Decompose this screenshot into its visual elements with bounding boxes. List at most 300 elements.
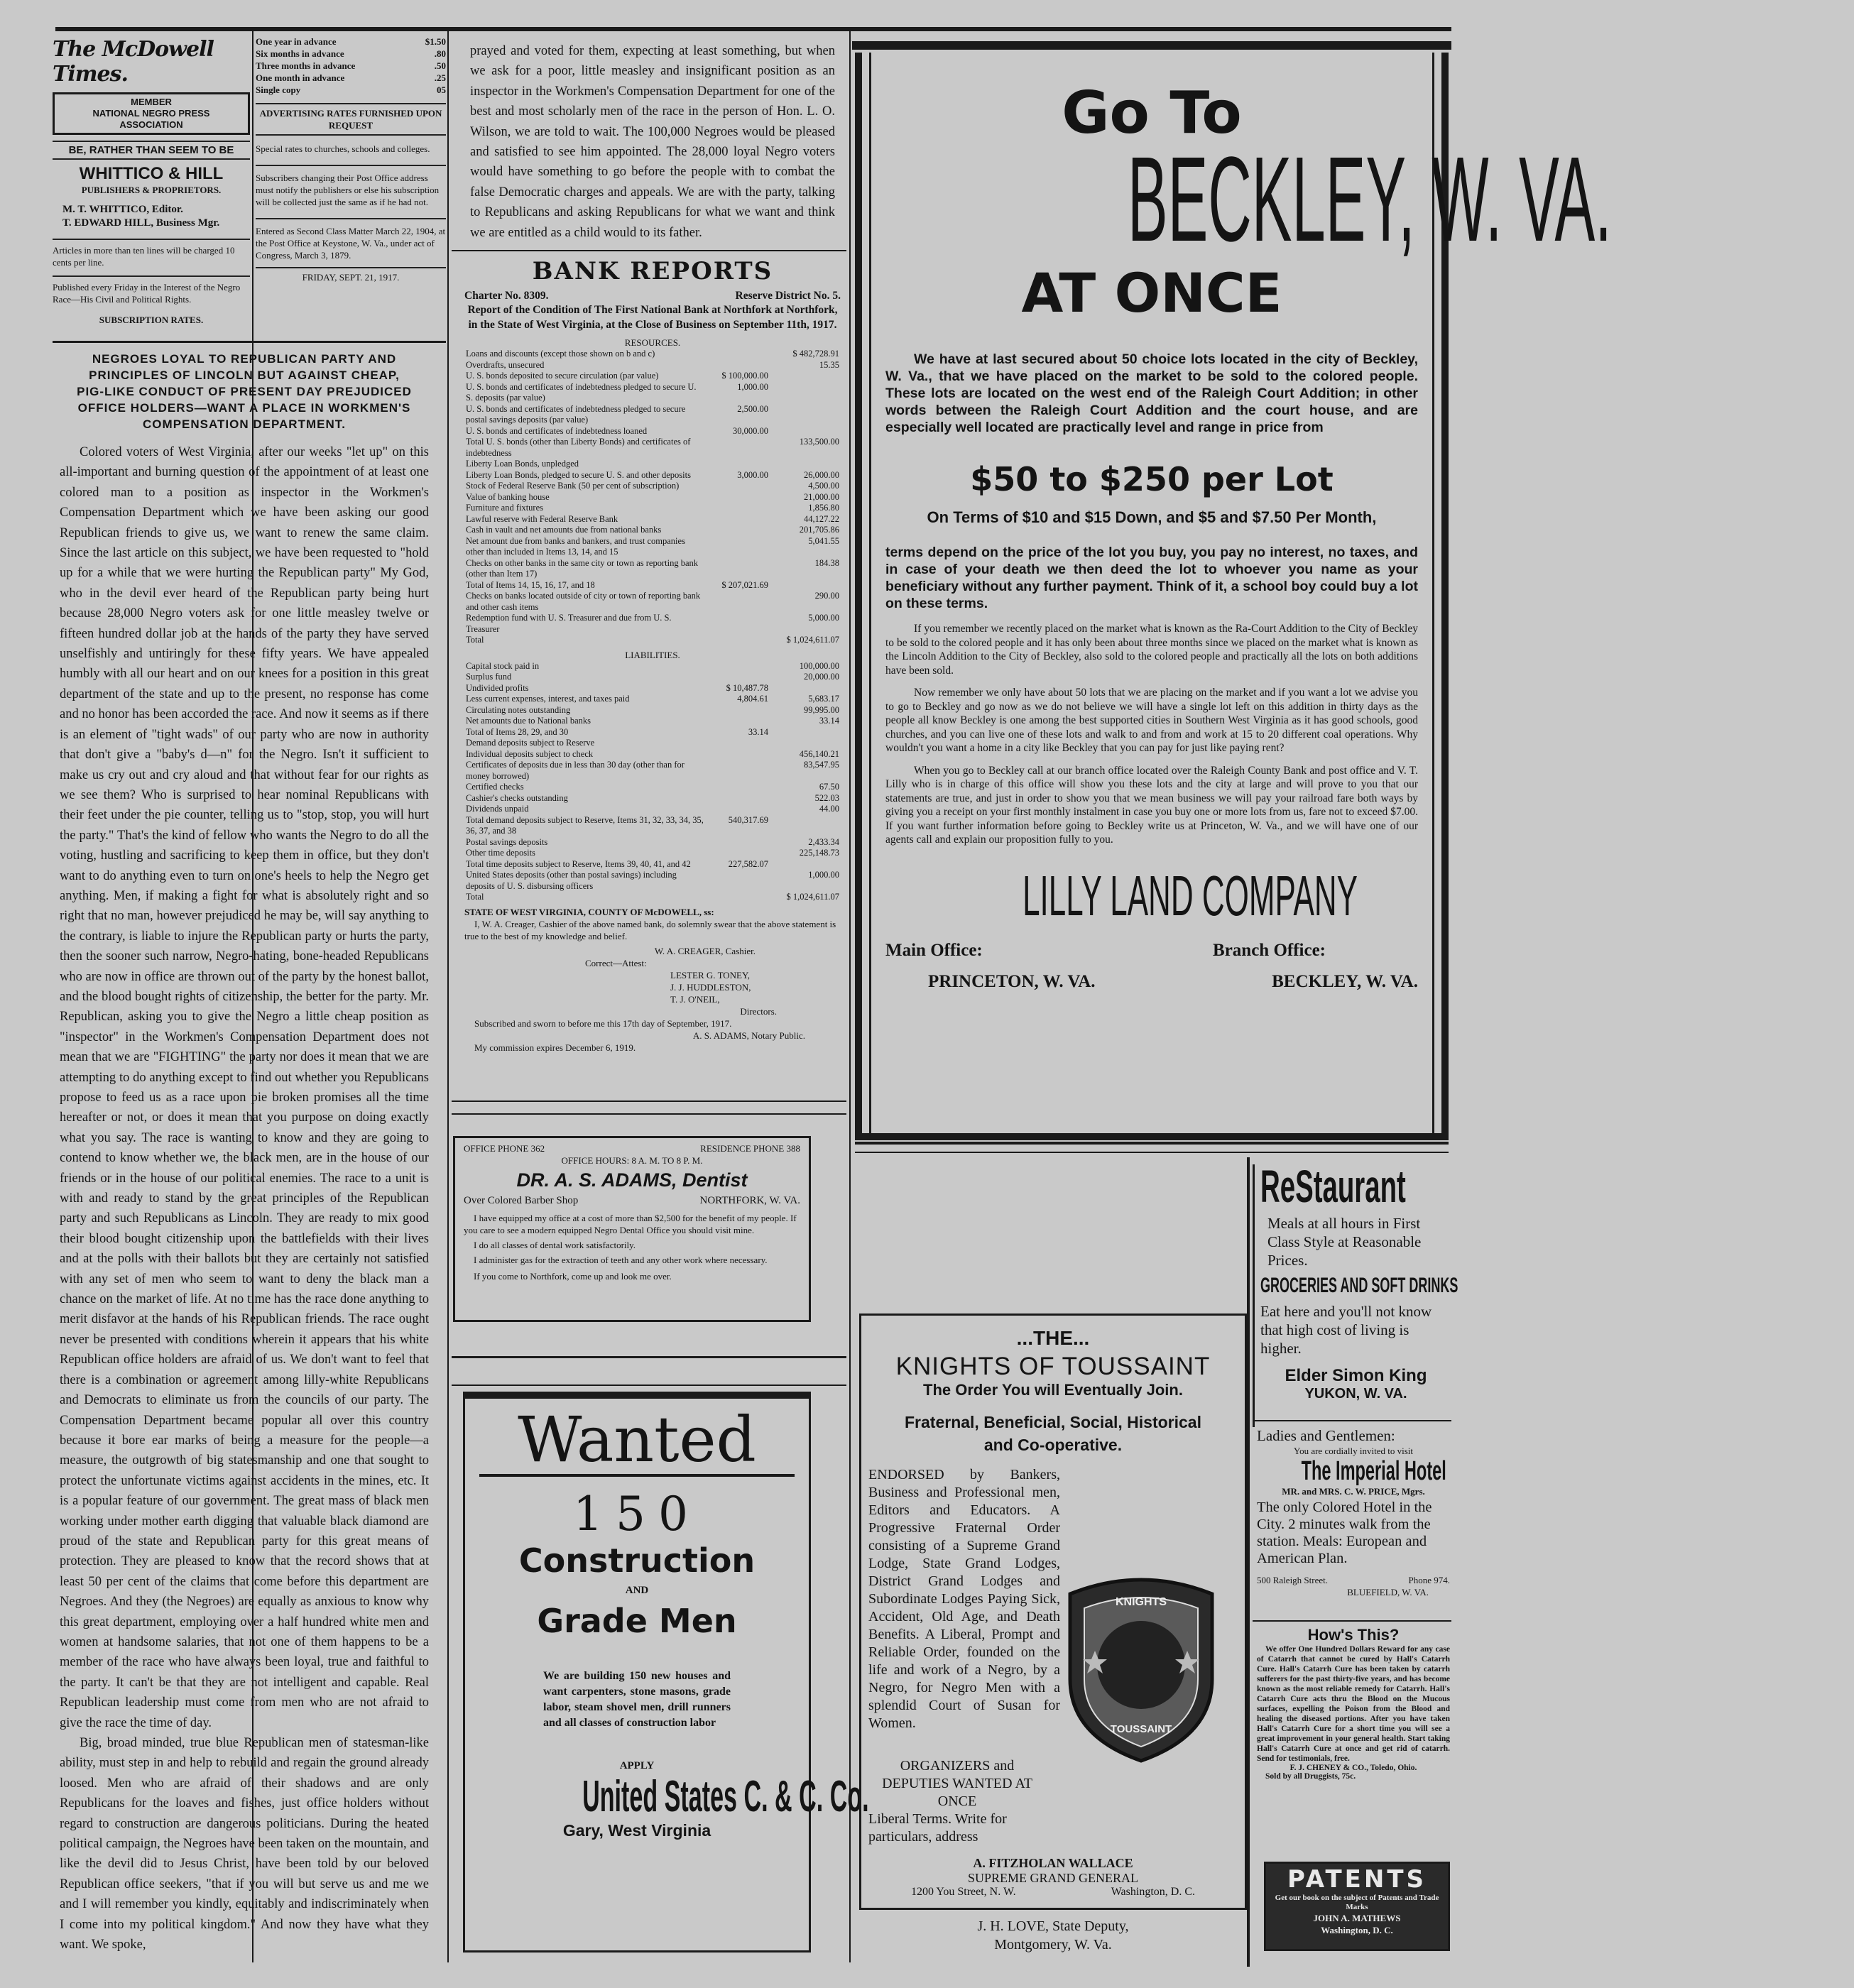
rates-box: [253, 36, 446, 338]
beckley-title: BECKLEY, W. VA.: [1127, 132, 1612, 267]
reserve-district: Reserve District No. 5.: [735, 290, 841, 302]
rate-label: Three months in advance: [256, 60, 356, 71]
imperial-city: BLUEFIELD, W. VA.: [1347, 1587, 1429, 1598]
subscription-title: SUBSCRIPTION RATES.: [99, 315, 204, 325]
company-name: United States C. & C. Co.: [582, 1772, 869, 1821]
table-cell-v2: 5,000.00: [808, 613, 839, 623]
table-cell-item: U. S. bonds deposited to secure circulation (par value): [466, 371, 659, 381]
liabilities-table: [464, 661, 841, 903]
lilly-company: [885, 863, 1418, 927]
restaurant-title: [1260, 1161, 1451, 1212]
press-name-2: ASSOCIATION: [119, 119, 183, 130]
article-continuation: prayed and voted for them, expecting at least something, but when we ask for a poor, little measley and insignificant position as an inspector in the Workmen's Compensation Department for one of the best and most scholarly men of the race in the person of Hon. L. O. Wilson, we are told to wait. The 100,000 Negroes would be pleased and satisfied to see him appointed. The 28,000 loyal Negro voters would have something to go before the people with to combat the false Democratic charges and appeals. We are with the party, talking to Republicans and asking Republicans for what we want and think we are entitled as a child would to its father.: [470, 44, 835, 240]
lilly-p2: Now remember we only have about 50 lots that we are placing on the market and if you want a lot we advise you to go to Beckley and go now as we do not believe we will have a single lot left on this addition in thirty days as the people all know Beckley is one among the best supported cities in Southern West Virginia as it has good schools, good churches, and you can live one of these lots and walk to and from and work at 15 to 20 different coal operations. Why wouldn't you want a home in a city like Beckley that you can pay for just like paying rent?: [885, 687, 1418, 754]
imperial-street-line: [1257, 1574, 1450, 1586]
table-cell-item: Less current expenses, interest, and taxes paid: [466, 694, 630, 704]
knights-title: KNIGHTS OF TOUSSAINT: [895, 1353, 1211, 1380]
table-cell-v1: [706, 635, 770, 646]
table-cell-item: Total time deposits subject to Reserve, Items 39, 40, 41, and 42: [466, 858, 691, 869]
patents-city: Washington, D. C.: [1321, 1925, 1393, 1935]
table-row: [464, 793, 841, 804]
table-cell-v1: [706, 848, 770, 859]
director-1: LESTER G. TONEY,: [670, 969, 750, 981]
table-cell-v1: [706, 749, 770, 760]
table-cell-item: Redemption fund with U. S. Treasurer and due from U. S. Treasurer: [466, 613, 672, 634]
table-cell-v2: [770, 426, 841, 437]
table-cell-v2: [770, 738, 841, 749]
imperial-name: [1257, 1457, 1450, 1485]
table-cell-item: Other time deposits: [466, 848, 535, 858]
table-cell-v1: [706, 558, 770, 580]
dentist-text: I do all classes of dental work satisfactorily.: [474, 1240, 636, 1250]
table-cell-v2: 456,140.21: [799, 748, 839, 759]
table-cell-item: Individual deposits subject to check: [466, 748, 594, 759]
table-cell-item: Checks on other banks in the same city or town as reporting bank (other than Item 17): [466, 557, 699, 579]
director-3: T. J. O'NEIL,: [670, 993, 720, 1005]
table-cell-item: Circulating notes outstanding: [466, 704, 571, 715]
subscribed: Subscribed and sworn to before me this 17th day of September, 1917.: [474, 1017, 732, 1029]
town: NORTHFORK, W. VA.: [699, 1195, 800, 1206]
table-cell-v1: [706, 459, 770, 470]
table-cell-v1: [706, 760, 770, 782]
table-row: [464, 503, 841, 514]
table-cell-item: Total demand deposits subject to Reserve, Items 31, 32, 33, 34, 35, 36, 37, and 38: [466, 814, 704, 836]
table-row: [464, 459, 841, 470]
table-cell-v2: 5,041.55: [808, 535, 839, 546]
table-cell-v1: 4,804.61: [737, 694, 768, 704]
table-row: [464, 580, 841, 591]
table-cell-v2: 99,995.00: [804, 704, 839, 715]
table-cell-v2: 1,000.00: [808, 870, 839, 880]
lilly-terms: On Terms of $10 and $15 Down, and $5 and $7.50 Per Month,: [927, 508, 1377, 526]
knights-deputy: [859, 1917, 1247, 1967]
attest: Correct—Attest:: [585, 957, 647, 968]
table-row: [464, 591, 841, 613]
table-cell-item: Postal savings deposits: [466, 836, 548, 847]
table-cell-item: Surplus fund: [466, 672, 512, 682]
knights-city: Washington, D. C.: [1111, 1886, 1195, 1898]
table-cell-item: Undivided profits: [466, 682, 529, 693]
lilly-p1: If you remember we recently placed on the market what is known as the Ra-Court Addition to the City of Beckley to be sold to the colored people and it has only been about three months since we placed on the market what is known as the Lincoln Addition to the City of Beckley, also sold to the colored people and practically all the lots on both additions have been sold.: [885, 623, 1418, 677]
table-row: [464, 470, 841, 481]
table-cell-item: Total U. S. bonds (other than Liberty Bonds) and certificates of indebtedness: [466, 437, 691, 458]
table-cell-v1: 33.14: [748, 726, 768, 737]
press-name: NATIONAL NEGRO PRESS: [92, 108, 210, 119]
lilly-p3: When you go to Beckley call at our branch office located over the Raleigh County Bank and post office and V. T. Lilly who is in charge of this office will show you these lots and the city at large and will prove to you that our statements are true, and just in order to show you that we mean business we will pay your railroad fare both ways by giving you a receipt on your first monthly instalment in case you buy one or more lots from us, fare not to exceed $7.00. If you want further information before going to Beckley write us at Princeton, W. Va., and we will have one of our agents call and explain our proposition fully to you.: [885, 764, 1418, 846]
table-cell-v2: 2,433.34: [808, 836, 839, 847]
table-cell-item: Furniture and fixtures: [466, 503, 544, 513]
knights-organizers: ORGANIZERS and DEPUTIES WANTED AT ONCE: [882, 1758, 1032, 1809]
table-cell-v2: 100,000.00: [799, 660, 839, 671]
table-cell-item: Loans and discounts (except those shown on b and c): [466, 349, 655, 359]
state-line: STATE OF WEST VIRGINIA, COUNTY OF McDOWELL, ss:: [464, 906, 714, 917]
knights-kind: Fraternal, Beneficial, Social, Historical and Co-operative.: [905, 1413, 1201, 1454]
table-cell-v1: $ 207,021.69: [721, 579, 768, 590]
table-row: [464, 892, 841, 903]
masthead: [53, 33, 250, 338]
table-cell-v2: 290.00: [814, 591, 839, 601]
table-row: [464, 437, 841, 459]
table-cell-v2: 20,000.00: [804, 672, 839, 682]
table-row: [464, 349, 841, 360]
table-cell-v2: $ 482,728.91: [792, 349, 839, 359]
wanted-company: [465, 1772, 869, 1821]
rate-value: .80: [434, 48, 446, 59]
knights-ad: [859, 1314, 1247, 1910]
table-cell-item: Stock of Federal Reserve Bank (50 per cent of subscription): [466, 481, 680, 491]
rate-value: 05: [437, 84, 446, 95]
table-cell-v1: [706, 525, 770, 536]
table-cell-v2: $ 1,024,611.07: [786, 892, 839, 902]
lilly-price: $50 to $250 per Lot: [970, 460, 1334, 498]
table-cell-v1: [706, 514, 770, 525]
table-row: [464, 705, 841, 716]
section-rule: [452, 1113, 846, 1115]
imperial-body: The only Colored Hotel in the City. 2 minutes walk from the station. Meals: European and American Plan.: [1257, 1500, 1432, 1566]
lilly-inner: [869, 53, 1612, 1133]
table-row: [464, 859, 841, 870]
table-row: [464, 749, 841, 760]
wanted-line1: Construction: [518, 1541, 756, 1580]
table-cell-item: Net amount due from banks and bankers, and trust companies other than included in Items 13, 14, and 15: [466, 535, 685, 557]
table-cell-v2: [770, 459, 841, 470]
go-to: Go To: [1062, 80, 1242, 147]
table-cell-v2: [770, 727, 841, 738]
table-cell-v1: [706, 870, 770, 892]
table-cell-item: Net amounts due to National banks: [466, 716, 591, 726]
wanted-title: Wanted: [479, 1406, 795, 1477]
table-cell-v2: 1,856.80: [808, 503, 839, 513]
dentist-ad: [453, 1136, 811, 1322]
knights-subtitle: The Order You will Eventually Join.: [923, 1381, 1183, 1399]
table-cell-v1: [706, 591, 770, 613]
lilly-intro: We have at last secured about 50 choice lots located in the city of Beckley, W. Va., that we have placed on the market to be sold to the colored people. These lots are located on the west end of the Raleigh Court Addition; in other words between the Raleigh Court Addition and the court house, and are especially well located are practically level and range in price from: [885, 351, 1418, 435]
table-cell-v1: [706, 804, 770, 815]
table-row: [464, 360, 841, 371]
patents-ad: [1264, 1862, 1450, 1951]
table-cell-item: United States deposits (other than postal savings) including deposits of U. S. disbursing officers: [466, 870, 677, 891]
table-cell-item: Overdrafts, unsecured: [466, 359, 545, 370]
table-cell-v1: [706, 705, 770, 716]
masthead-bottom-rule: [53, 341, 446, 343]
table-row: [464, 492, 841, 503]
table-cell-v1: [706, 503, 770, 514]
branch-office-label: Branch Office:: [1213, 940, 1326, 960]
imperial-invite: You are cordially invited to visit: [1293, 1446, 1414, 1456]
bank-title: BANK REPORTS: [532, 257, 773, 285]
table-row: [464, 558, 841, 580]
branch-office-city: BECKLEY, W. VA.: [1272, 971, 1418, 991]
imperial-hotel-ad: [1257, 1427, 1450, 1619]
knights-street: 1200 You Street, N. W.: [911, 1886, 1016, 1898]
editor: M. T. WHITTICO, Editor.: [62, 204, 183, 215]
section-rule: [855, 1152, 1449, 1153]
table-row: [464, 683, 841, 694]
restaurant-l1: Meals at all hours in First Class Style at Reasonable Prices.: [1267, 1215, 1422, 1269]
article-paragraph: Big, broad minded, true blue Republican men of statesman-like ability, must step in and help to rebuild and regain the ground already loosed. Men who are afraid of their shadows and are only Republicans for the loaves and fishes, just office holders without regard to construction are dangerous politicians. During the heated political campaign, the Negroes have been taken on the mountain, and like the devil did to Jesus Christ, have been told by our beloved Republican office seekers, "that if you will but serve us and me we and I will remember you kindly, equitably and indiscriminately when I come into my political kingdom." And now they have what they want. We spoke,: [60, 1736, 429, 1952]
dentist-name: DR. A. S. ADAMS, Dentist: [516, 1169, 748, 1191]
company-name: LILLY LAND COMPANY: [1023, 863, 1358, 927]
table-cell-v1: [706, 349, 770, 360]
special-rates: Special rates to churches, schools and colleges.: [256, 143, 430, 154]
table-cell-item: Value of banking house: [466, 491, 550, 502]
table-cell-v1: [706, 437, 770, 459]
table-row: [464, 848, 841, 859]
table-cell-v1: [706, 661, 770, 672]
charter-line: [464, 290, 841, 302]
table-row: [464, 837, 841, 848]
article-paragraph: Colored voters of West Virginia, after our weeks "let up" on this all-important and burning question of the appointment of at least one colored man to a position as inspector in the Workmen's Compensation Department which we have been asking our good Republican friends to give us, we want to renew the same claim. Since the last article on this subject, we have been requested to "hold up for a while that we were hurting the Republican party" My God, who in the devil ever heard of the Republican party being hurt because 28,000 Negro voters ask for one little measley twelve or fifteen hundred dollar job at the hands of the party they have served unselfishly and untiringly for these fifty years. We have appealed humbly with all our heart and on our knees for a position in this great department of the state and up to the present, no response has come and no honor has been accorded the race. And now it seems as if there is an element of "tight wads" of our party who are now in authority that don't give a "baby's d—n" for the Negro. Isn't it sufficient to make us cry out and cry aloud and that without fear for our rights as we see them? Who is surprised to hear nominal Republicans with their feet under the pie counter, telling us to "stop, stop, you will hurt the party." That's the kind of fellow who wants the Negro to do all the voting, hustling and sacrificing to keep them in office, but they don't want to do anything even to turn on one's heels to help the Negro get anything. Men, if making a fight for what is absolutely right and so right that no man, however prejudiced he may be, will say anything to the contrary, is liable to injure the Republican party or hurts the party, then the sooner such narrow, Negro-hating, bone-headed Republicans who are now in office are thrown out of the party by the honest ballot, and the blood bought rights of citizenship, the better for the party. Mr. Republican, asking you to give the Negro a little cheap position as "inspector" in the Workmen's Compensation Department does not mean that we are "FIGHTING" the party nor does it mean that we are attempting to do anything except to find out whether you Republicans propose to feed us as a race upon pie broken promises all the time hereafter or not, or does it mean that you purpose on doing exactly what you say. The race is wanting to know and they are going to contend to know whether we, the black men, are in the house of our friends or in the house of our political enemies. The race to a unit is with and ready to stand by the great principles of the Republican party and such Republicans as Lincoln. They are ready to mix good their blood bought citizenship upon the battlefields with their lives and at the polls with their ballots but they are certainly not satisfied with any set of men who seem to want to deny the black man a chance on the market of life. At no time has the race done anything to merit disfavor at the hands of his Republican friends. The race ought never be presented with conditions wherein it appears that his white Republican office holders are afraid of us. We don't want to feel that there is a combination or agreement among lilly-white Republicans and Democrats to eliminate us from the councils of our party. The Compensation Department became popular all over this country because it bore ear marks of being a measure for the people—a measure, the outgrowth of big statesmanship and one that sought to protect the unfortunate victims against accidents in the mines, etc. It is a popular feature of our government. The great mass of black men working under mother earth digging that valuable black diamond are proud of the state and Republican party for this great means of protection. They are pleased to know that the record shows that at least 50 per cent of the claims that come before this department are Negroes. And they (the Negroes) are equally as anxious to know why this great department, employing over a half hundred white men and women at handsome salaries, that not one of them happens to be a member of the race who have always been loyal, true and faithful to the party. It can't be that they are not intelligent and capable. Real Republican leadership must come from men who are not afraid to give the race the time of day.: [60, 445, 429, 1730]
lilly-terms2: terms depend on the price of the lot you buy, you pay no interest, no taxes, and in case of your death we then deed the lot to whoever you name as your beneficiary without any further payment. Think of it, a school boy could buy a lot on these terms.: [885, 545, 1418, 611]
wanted-city: Gary, West Virginia: [562, 1821, 711, 1840]
table-cell-item: Demand deposits subject to Reserve: [466, 738, 595, 748]
notary: A. S. ADAMS, Notary Public.: [692, 1030, 805, 1041]
table-cell-v2: 44.00: [819, 804, 839, 814]
rate-value: .50: [434, 60, 446, 71]
location: Over Colored Barber Shop: [464, 1195, 579, 1206]
knights-body-text: ENDORSED by Bankers, Business and Professional men, Editors and Educators. A Progressive Fraternal Order consisting of a Supreme Grand Lodge, State Grand Lodges, District Grand Lodges and Subordinate Lodges Paying Sick, Accident, Old Age, and Death Benefits. A Liberal, Prompt and Reliable Order, founded on the life and work of a Negro, by a Negro, for Negro Men with a splendid Court of Susan for Women.: [868, 1467, 1060, 1731]
imperial-street: 500 Raleigh Street.: [1257, 1575, 1329, 1585]
table-cell-v1: [706, 738, 770, 749]
table-row: [464, 870, 841, 892]
rate-row: [256, 36, 446, 48]
hows-this-company: F. J. CHENEY & CO., Toledo, Ohio.: [1289, 1764, 1417, 1772]
table-cell-item: Total: [466, 892, 484, 902]
table-cell-v2: [770, 859, 841, 870]
knights-officer-title: SUPREME GRAND GENERAL: [967, 1871, 1138, 1885]
table-cell-v2: [770, 382, 841, 404]
wanted-body: We are building 150 new houses and want carpenters, stone masons, grade labor, steam shovel men, drill runners and all classes of construction labor: [543, 1670, 731, 1729]
restaurant-l3: Eat here and you'll not know that high cost of living is higher.: [1260, 1303, 1432, 1357]
table-row: [464, 536, 841, 558]
knights-seal: [1056, 1573, 1226, 1764]
table-cell-v2: [770, 683, 841, 694]
table-cell-v2: 83,547.95: [804, 760, 839, 770]
table-cell-item: Lawful reserve with Federal Reserve Bank: [466, 513, 618, 524]
knights-the: ...THE...: [1016, 1327, 1090, 1349]
table-cell-v1: $ 100,000.00: [721, 371, 768, 381]
knights-address: [868, 1886, 1238, 1899]
table-cell-v1: [706, 536, 770, 558]
motto: BE, RATHER THAN SEEM TO BE: [53, 141, 250, 160]
entered-note: Entered as Second Class Matter March 22, 1904, at the Post Office at Keystone, W. Va., under act of Congress, March 3, 1879.: [256, 218, 446, 261]
table-cell-v1: 2,500.00: [737, 403, 768, 414]
hows-this-sold: Sold by all Druggists, 75c.: [1265, 1772, 1356, 1781]
table-cell-v2: 522.03: [814, 792, 839, 803]
resources-title: RESOURCES.: [624, 337, 681, 348]
table-cell-v2: 26,000.00: [804, 469, 839, 480]
section-rule: [1253, 1420, 1451, 1421]
imperial-phone: Phone 974.: [1408, 1575, 1450, 1585]
table-row: [464, 613, 841, 635]
deputy-city: Montgomery, W. Va.: [994, 1937, 1112, 1952]
table-cell-v1: $ 10,487.78: [726, 682, 768, 693]
seal-top-text: KNIGHTS: [1116, 1596, 1167, 1608]
table-cell-v2: 5,683.17: [808, 694, 839, 704]
table-cell-v2: 21,000.00: [804, 491, 839, 502]
publishers-sub: PUBLISHERS & PROPRIETORS.: [81, 185, 222, 195]
table-row: [464, 661, 841, 672]
restaurant-ad: [1253, 1161, 1458, 1427]
director-2: J. J. HUDDLESTON,: [670, 981, 751, 993]
published-note: Published every Friday in the Interest of the Negro Race—His Civil and Political Rights.: [53, 275, 250, 305]
rate-value: $1.50: [425, 36, 446, 47]
table-cell-v2: 184.38: [814, 557, 839, 568]
restaurant-title-text: ReStaurant: [1260, 1161, 1406, 1212]
table-cell-item: Liberty Loan Bonds, unpledged: [466, 459, 579, 469]
rates-list: [256, 36, 446, 96]
table-cell-item: Total: [466, 635, 484, 645]
rate-label: Six months in advance: [256, 48, 344, 59]
table-cell-v1: [706, 793, 770, 804]
knights-officer: A. FITZHOLAN WALLACE: [973, 1856, 1133, 1870]
table-row: [464, 635, 841, 646]
column-rule: [1247, 1157, 1250, 1967]
phones: [464, 1142, 800, 1154]
table-cell-item: Checks on banks located outside of city or town of reporting bank and other cash items: [466, 591, 701, 612]
patents-title: PATENTS: [1287, 1865, 1427, 1894]
table-row: [464, 514, 841, 525]
table-cell-v1: 227,582.07: [728, 858, 768, 869]
subscribers-note: Subscribers changing their Post Office address must notify the publishers or else his subscription will be collected just the same as if he had not.: [256, 165, 446, 208]
masthead-title: The McDowell Times.: [53, 37, 214, 87]
table-row: [464, 371, 841, 382]
table-row: [464, 525, 841, 536]
liabilities-title: LIABILITIES.: [625, 649, 680, 660]
table-cell-v2: 133,500.00: [799, 437, 839, 447]
manager: T. EDWARD HILL, Business Mgr.: [62, 217, 220, 229]
charter-number: Charter No. 8309.: [464, 290, 549, 302]
section-rule: [855, 1142, 1449, 1145]
table-row: [464, 426, 841, 437]
rate-label: Single copy: [256, 84, 301, 95]
table-cell-v1: [706, 360, 770, 371]
imperial-managers: MR. and MRS. C. W. PRICE, Mgrs.: [1282, 1486, 1425, 1497]
rate-row: [256, 72, 446, 84]
wanted-line2: Grade Men: [537, 1602, 737, 1640]
table-cell-v2: 44,127.22: [804, 513, 839, 524]
table-cell-item: U. S. bonds and certificates of indebtedness loaned: [466, 425, 648, 436]
office-cities: [885, 972, 1418, 992]
report-title: Report of the Condition of The First National Bank at Northfork at Northfork, in the State of West Virginia, at the Close of Business on September 11th, 1917.: [467, 304, 838, 331]
rate-value: .25: [434, 72, 446, 83]
hows-this-ad: [1257, 1626, 1450, 1839]
table-cell-v1: 540,317.69: [728, 814, 768, 825]
imperial-greeting: Ladies and Gentlemen:: [1257, 1427, 1395, 1444]
column-rule: [849, 31, 851, 1962]
table-row: [464, 804, 841, 815]
section-rule: [452, 1100, 846, 1102]
at-once: AT ONCE: [1021, 261, 1282, 324]
directors-label: Directors.: [740, 1005, 777, 1017]
wanted-number: 150: [573, 1487, 701, 1541]
table-cell-item: Total of Items 14, 15, 16, 17, and 18: [466, 579, 595, 590]
dentist-text: If you come to Northfork, come up and look me over.: [474, 1271, 672, 1282]
table-cell-item: Certificates of deposits due in less than 30 day (other than for money borrowed): [466, 760, 685, 781]
table-cell-v1: [706, 613, 770, 635]
dentist-text: I administer gas for the extraction of teeth and any other work where necessary.: [474, 1255, 768, 1265]
lilly-land-ad: [855, 53, 1612, 1140]
publishers: WHITTICO & HILL: [79, 164, 224, 183]
restaurant-owner: Elder Simon King: [1285, 1366, 1427, 1385]
table-row: [464, 694, 841, 705]
advertising-title: ADVERTISING RATES FURNISHED UPON REQUEST: [256, 103, 446, 136]
table-cell-v2: 4,500.00: [808, 481, 839, 491]
cashier: W. A. CREAGER, Cashier.: [654, 945, 756, 956]
table-cell-item: Total of Items 28, 29, and 30: [466, 726, 569, 737]
table-cell-v2: [770, 404, 841, 426]
seal-bottom-text: TOUSSAINT: [1110, 1723, 1172, 1735]
main-office-label: Main Office:: [885, 940, 983, 960]
section-rule: [452, 250, 846, 251]
table-cell-item: Certified checks: [466, 782, 524, 792]
section-rule: [1253, 1620, 1451, 1622]
table-cell-v2: 15.35: [819, 359, 839, 370]
table-cell-v1: [706, 716, 770, 727]
rate-row: [256, 84, 446, 96]
restaurant-l2: [1260, 1274, 1458, 1298]
section-rule: [452, 1356, 846, 1358]
table-cell-v1: [706, 481, 770, 492]
knights-body-wrap: [868, 1466, 1238, 1764]
table-cell-v1: [706, 672, 770, 683]
table-row: [464, 727, 841, 738]
table-cell-v1: [706, 837, 770, 848]
table-cell-v2: [770, 815, 841, 837]
table-cell-v2: $ 1,024,611.07: [786, 635, 839, 645]
restaurant-place: YUKON, W. VA.: [1304, 1386, 1407, 1402]
top-rule: [55, 27, 1451, 31]
member-label: MEMBER: [131, 97, 172, 107]
wanted-and: AND: [625, 1585, 649, 1596]
imperial-name-text: The Imperial Hotel: [1301, 1456, 1446, 1486]
table-cell-v1: 1,000.00: [737, 381, 768, 392]
oath: I, W. A. Creager, Cashier of the above named bank, do solemnly swear that the above statement is true to the best of my knowledge and belief.: [464, 918, 836, 941]
residence-phone: RESIDENCE PHONE 388: [700, 1143, 800, 1154]
table-row: [464, 760, 841, 782]
rate-label: One month in advance: [256, 72, 345, 83]
dateline: FRIDAY, SEPT. 21, 1917.: [256, 267, 446, 283]
table-cell-item: Capital stock paid in: [466, 660, 540, 671]
bank-report: [464, 257, 841, 1098]
articles-note: Articles in more than ten lines will be charged 10 cents per line.: [53, 239, 250, 268]
patents-line: Get our book on the subject of Patents and Trade Marks: [1275, 1894, 1439, 1911]
table-cell-v1: [706, 492, 770, 503]
table-cell-v1: 30,000.00: [733, 425, 768, 436]
table-cell-v2: 33.14: [819, 716, 839, 726]
table-cell-item: U. S. bonds and certificates of indebtedness pledged to secure U. S. deposits (par value): [466, 381, 697, 403]
apply-label: APPLY: [619, 1760, 655, 1771]
section-rule: [452, 1384, 846, 1386]
table-cell-v1: 3,000.00: [737, 469, 768, 480]
table-row: [464, 382, 841, 404]
table-cell-v2: 201,705.86: [799, 525, 839, 535]
article-headline: NEGROES LOYAL TO REPUBLICAN PARTY AND PRINCIPLES OF LINCOLN BUT AGAINST CHEAP, PIG-LIKE CONDUCT OF PRESENT DAY PREJUDICED OFFICE HOLDERS—WANT A PLACE IN WORKMEN'S COMPENSATION DEPARTMENT.: [77, 352, 412, 431]
table-cell-v1: [706, 782, 770, 793]
rate-row: [256, 60, 446, 72]
beckley-heading: [885, 132, 1612, 267]
commission: My commission expires December 6, 1919.: [474, 1042, 636, 1053]
right-top-rule: [852, 41, 1451, 50]
hows-this-title: How's This?: [1307, 1626, 1400, 1644]
table-cell-item: Liberty Loan Bonds, pledged to secure U. S. and other deposits: [466, 469, 691, 480]
table-cell-v2: 67.50: [819, 782, 839, 792]
table-row: [464, 404, 841, 426]
resources-table: [464, 349, 841, 646]
table-row: [464, 815, 841, 837]
article-body: [60, 442, 429, 1955]
table-cell-v2: [770, 371, 841, 382]
